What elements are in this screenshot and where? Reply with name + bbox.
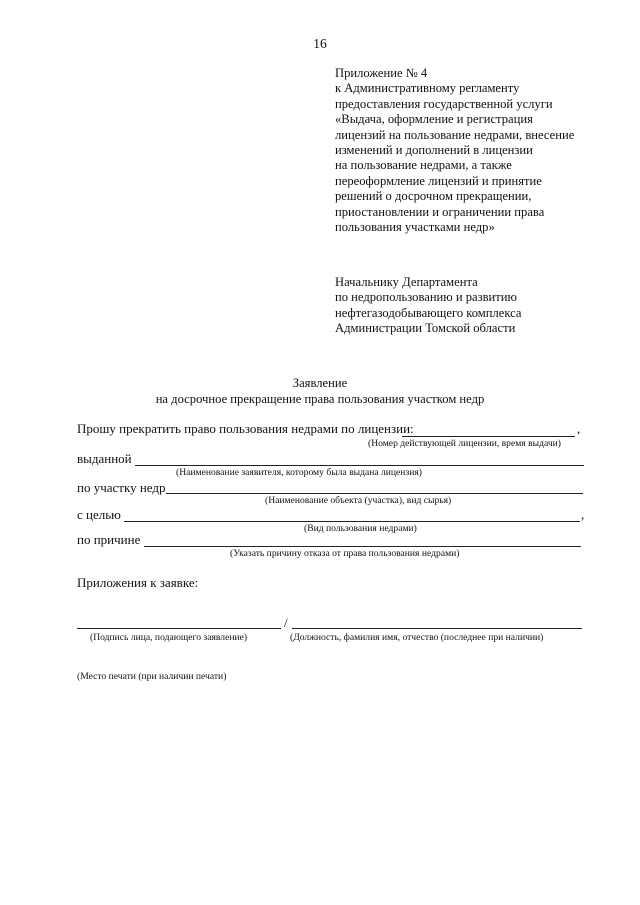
signature-field-line <box>77 628 281 629</box>
annex-line: к Административному регламенту <box>335 81 520 96</box>
annex-line: предоставления государственной услуги <box>335 96 553 111</box>
annex-block <box>335 66 574 235</box>
purpose-hint: (Вид пользования недрами) <box>304 523 417 534</box>
addressee-line: по недропользованию и развитию <box>335 290 517 305</box>
position-hint: (Должность, фамилия имя, отчество (последнее при наличии) <box>290 632 544 643</box>
addressee-line: Администрации Томской области <box>335 321 516 336</box>
license-comma: , <box>577 421 581 436</box>
issued-hint: (Наименование заявителя, которому была выдана лицензия) <box>176 467 422 478</box>
reason-hint: (Указать причину отказа от права пользования недрами) <box>230 548 460 559</box>
signature-hint: (Подпись лица, подающего заявление) <box>90 632 248 643</box>
position-field-line <box>292 628 582 629</box>
license-label: Прошу прекратить право пользования недрами по лицензии: <box>77 421 414 436</box>
purpose-comma: , <box>581 507 585 522</box>
annex-line: переоформление лицензий и принятие <box>335 173 542 188</box>
license-field-line <box>402 436 575 437</box>
plot-hint: (Наименование объекта (участка), вид сырья) <box>265 495 452 506</box>
addressee-block <box>335 275 522 337</box>
page-number: 16 <box>313 36 327 51</box>
signature-separator: / <box>284 615 288 630</box>
attachments-label: Приложения к заявке: <box>77 575 199 590</box>
annex-line: решений о досрочном прекращении, <box>335 189 532 204</box>
addressee-line: нефтегазодобывающего комплекса <box>335 305 522 320</box>
annex-line: лицензий на пользование недрами, внесение <box>335 127 575 142</box>
seal-hint: (Место печати (при наличии печати) <box>77 671 227 682</box>
purpose-field-line <box>124 521 580 522</box>
addressee-line: Начальнику Департамента <box>335 275 478 289</box>
annex-line: изменений и дополнений в лицензии <box>335 143 533 158</box>
annex-line: на пользование недрами, а также <box>335 158 512 173</box>
issued-field-line <box>135 465 584 466</box>
plot-field-line <box>166 493 583 494</box>
annex-line: приостановлении и ограничении права <box>335 204 545 219</box>
annex-line: Приложение № 4 <box>335 66 428 80</box>
license-hint: (Номер действующей лицензии, время выдачи) <box>368 438 561 449</box>
reason-label: по причине <box>77 532 141 547</box>
annex-line: «Выдача, оформление и регистрация <box>335 112 533 127</box>
annex-line: пользования участками недр» <box>335 220 495 235</box>
document-subtitle: на досрочное прекращение права пользования участком недр <box>155 392 485 406</box>
document-title: Заявление <box>292 376 348 390</box>
reason-field-line <box>144 546 581 547</box>
purpose-label: с целью <box>77 507 121 522</box>
plot-label: по участку недр <box>77 480 166 495</box>
issued-label: выданной <box>77 451 132 466</box>
